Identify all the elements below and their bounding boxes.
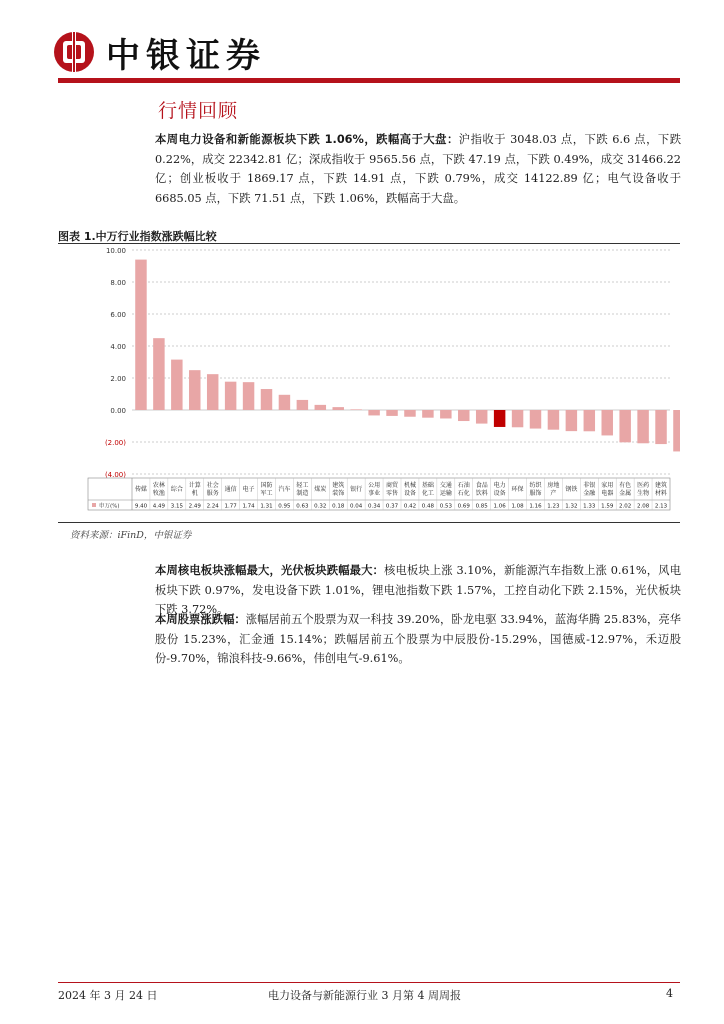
figure-title: 图表 1.中万行业指数涨跌幅比较	[58, 230, 217, 243]
category-label: 石油	[457, 482, 470, 489]
bank-logo-icon	[52, 30, 96, 74]
value-label: 1.77	[224, 503, 237, 510]
category-label: 生物	[637, 490, 650, 497]
bar	[297, 400, 308, 410]
category-label: 建筑	[332, 482, 345, 489]
category-label: 金属	[619, 490, 632, 497]
category-label: 金融	[583, 490, 596, 497]
category-label: 制造	[296, 490, 309, 497]
bar	[135, 260, 146, 410]
value-label: 2.24	[206, 503, 219, 510]
bar	[368, 410, 379, 415]
section-title: 行情回顾	[158, 100, 239, 122]
category-label: 传媒	[134, 486, 147, 493]
value-label: 0.04	[350, 503, 363, 510]
value-label: 4.49	[152, 503, 166, 510]
category-label: 基础	[421, 482, 434, 489]
y-tick-label: 10.00	[105, 247, 126, 255]
figure-bottom-rule	[58, 522, 680, 523]
category-label: 牧渔	[152, 490, 165, 497]
category-label: 交通	[439, 482, 452, 489]
bar	[261, 389, 272, 410]
category-label: 食品	[475, 482, 488, 489]
paragraph-lead: 本周股票涨跌幅：	[155, 613, 246, 626]
bar	[458, 410, 469, 421]
bar	[548, 410, 559, 430]
paragraph-lead: 本周电力设备和新能源板块下跌 1.06%，跌幅高于大盘：	[155, 133, 459, 146]
category-label: 环保	[511, 486, 524, 493]
bar	[350, 409, 361, 410]
logo-text: 中银证券	[106, 35, 266, 76]
category-label: 计算	[188, 482, 201, 489]
value-label: 1.31	[260, 503, 273, 510]
category-label: 电力	[493, 482, 506, 489]
industry-index-chart	[58, 244, 680, 522]
category-label: 服饰	[529, 490, 542, 497]
bar	[566, 410, 577, 431]
category-label: 轻工	[296, 482, 309, 489]
bar	[512, 410, 523, 427]
value-label: 9.40	[134, 503, 148, 510]
legend-swatch	[92, 503, 96, 507]
category-label: 房地	[547, 482, 560, 489]
value-label: 0.63	[296, 503, 309, 510]
y-tick-label: 0.00	[110, 407, 126, 415]
bar	[637, 410, 648, 443]
category-label: 产	[550, 490, 557, 497]
category-label: 化工	[421, 490, 434, 497]
category-label: 装饰	[332, 490, 345, 497]
value-label: 0.18	[332, 503, 345, 510]
value-label: 1.08	[511, 503, 524, 510]
y-tick-label: 6.00	[110, 311, 126, 319]
header-divider	[58, 78, 680, 83]
category-label: 汽车	[278, 486, 291, 493]
bar	[279, 395, 290, 410]
value-label: 0.34	[367, 503, 381, 510]
value-label: 2.08	[636, 503, 650, 510]
bar	[404, 410, 415, 417]
paragraph-lead: 本周核电板块涨幅最大，光伏板块跌幅最大：	[155, 564, 385, 577]
category-label: 机	[191, 490, 198, 497]
value-label: 0.37	[385, 503, 399, 510]
bar	[530, 410, 541, 429]
category-label: 非银	[583, 482, 596, 489]
footer-date: 2024 年 3 月 24 日	[58, 989, 158, 1002]
footer-title: 电力设备与新能源行业 3 月第 4 周周报	[268, 989, 461, 1002]
bar	[386, 410, 397, 416]
category-label: 有色	[619, 482, 632, 489]
value-label: 1.59	[601, 503, 614, 510]
paragraph-body: 沪指收于 3048.03 点，下跌 6.6 点，下跌 0.22%，成交 22342.81 亿；深成指收于 9565.56 点，下跌 47.19 点，下跌 0.49%，成交 31466.22 亿；创业板收于 1869.17 点，下跌 14.91 点，下跌 0.79%，成交 14122.89 亿；电气设备收于 6685.05 点，下跌 71.51 点，下跌 1.06%，跌幅高于大盘。	[155, 133, 681, 205]
value-label: 0.48	[421, 503, 435, 510]
category-label: 材料	[655, 490, 668, 497]
category-label: 电器	[601, 490, 614, 497]
value-label: 0.85	[475, 503, 488, 510]
category-label: 通信	[224, 486, 237, 493]
category-label: 纺织	[529, 482, 542, 489]
category-label: 事业	[368, 490, 381, 497]
value-label: 1.06	[493, 503, 506, 510]
bar	[207, 374, 218, 410]
category-label: 国防	[260, 482, 273, 489]
bar	[440, 410, 451, 418]
bar	[601, 410, 612, 435]
category-label: 钢铁	[565, 486, 578, 493]
category-label: 设备	[403, 490, 416, 497]
bar	[315, 405, 326, 410]
y-tick-label: 4.00	[110, 343, 126, 351]
value-label: 2.02	[619, 503, 632, 510]
category-label: 医药	[637, 482, 650, 489]
value-label: 0.53	[439, 503, 452, 510]
bar	[153, 338, 164, 410]
bar	[332, 407, 343, 410]
category-label: 银行	[350, 486, 363, 493]
value-label: 0.95	[278, 503, 291, 510]
category-label: 家用	[601, 482, 614, 489]
category-label: 服务	[206, 490, 219, 497]
category-label: 设备	[493, 490, 506, 497]
category-label: 公用	[368, 482, 381, 489]
bar	[619, 410, 630, 442]
category-label: 商贸	[386, 482, 399, 489]
category-label: 农林	[152, 482, 165, 489]
bar	[189, 370, 200, 410]
category-label: 综合	[170, 486, 183, 493]
bar	[476, 410, 487, 424]
value-label: 1.16	[529, 503, 542, 510]
company-logo	[52, 28, 266, 76]
category-label: 社会	[206, 482, 219, 489]
value-label: 0.42	[403, 503, 417, 510]
value-label: 1.32	[565, 503, 578, 510]
bar	[673, 410, 680, 451]
y-tick-label: (4.00)	[104, 471, 126, 479]
stock-performance-paragraph	[155, 610, 681, 669]
category-label: 电子	[242, 486, 255, 493]
y-tick-label: 8.00	[110, 279, 126, 287]
value-label: 1.74	[242, 503, 255, 510]
category-label: 运输	[439, 490, 452, 497]
market-review-paragraph	[155, 130, 681, 208]
figure-source: 资料来源：iFinD，中银证券	[70, 530, 192, 541]
legend-label: 申万(%)	[99, 503, 120, 510]
value-label: 3.15	[170, 503, 183, 510]
bar	[494, 410, 505, 427]
bar	[243, 382, 254, 410]
bar	[171, 360, 182, 410]
page-number: 4	[666, 987, 673, 1000]
bar	[422, 410, 433, 418]
bar	[655, 410, 666, 444]
category-label: 饮料	[475, 490, 488, 497]
footer-divider	[58, 982, 680, 983]
value-label: 2.13	[654, 503, 668, 510]
bar	[225, 382, 236, 410]
category-label: 建筑	[655, 482, 668, 489]
category-label: 零售	[386, 490, 399, 497]
y-tick-label: (2.00)	[104, 439, 126, 447]
y-tick-label: 2.00	[110, 375, 126, 383]
category-label: 煤炭	[314, 486, 327, 493]
value-label: 1.33	[583, 503, 596, 510]
value-label: 2.49	[188, 503, 201, 510]
category-label: 石化	[457, 490, 470, 497]
value-label: 1.23	[547, 503, 560, 510]
category-label: 机械	[403, 482, 416, 489]
bar	[584, 410, 595, 431]
value-label: 0.32	[314, 503, 327, 510]
paragraph-body: 核电板块上涨 3.10%，新能源汽车指数上涨 0.61%，风电板块下跌 0.97%，发电设备下跌 1.01%，锂电池指数下跌 1.57%，工控自动化下跌 2.15%，光伏板块下跌 3.72%。	[155, 564, 681, 616]
paragraph-body: 涨幅居前五个股票为双一科技 39.20%，卧龙电驱 33.94%，蓝海华腾 25.83%，亮华股份 15.23%，汇金通 15.14%；跌幅居前五个股票为中辰股份-15.29%，国德威-12.97%，禾迈股份-9.70%，锦浪科技-9.66%，伟创电气-9.61%。	[155, 613, 681, 665]
category-label: 军工	[260, 490, 273, 497]
value-label: 0.69	[457, 503, 470, 510]
